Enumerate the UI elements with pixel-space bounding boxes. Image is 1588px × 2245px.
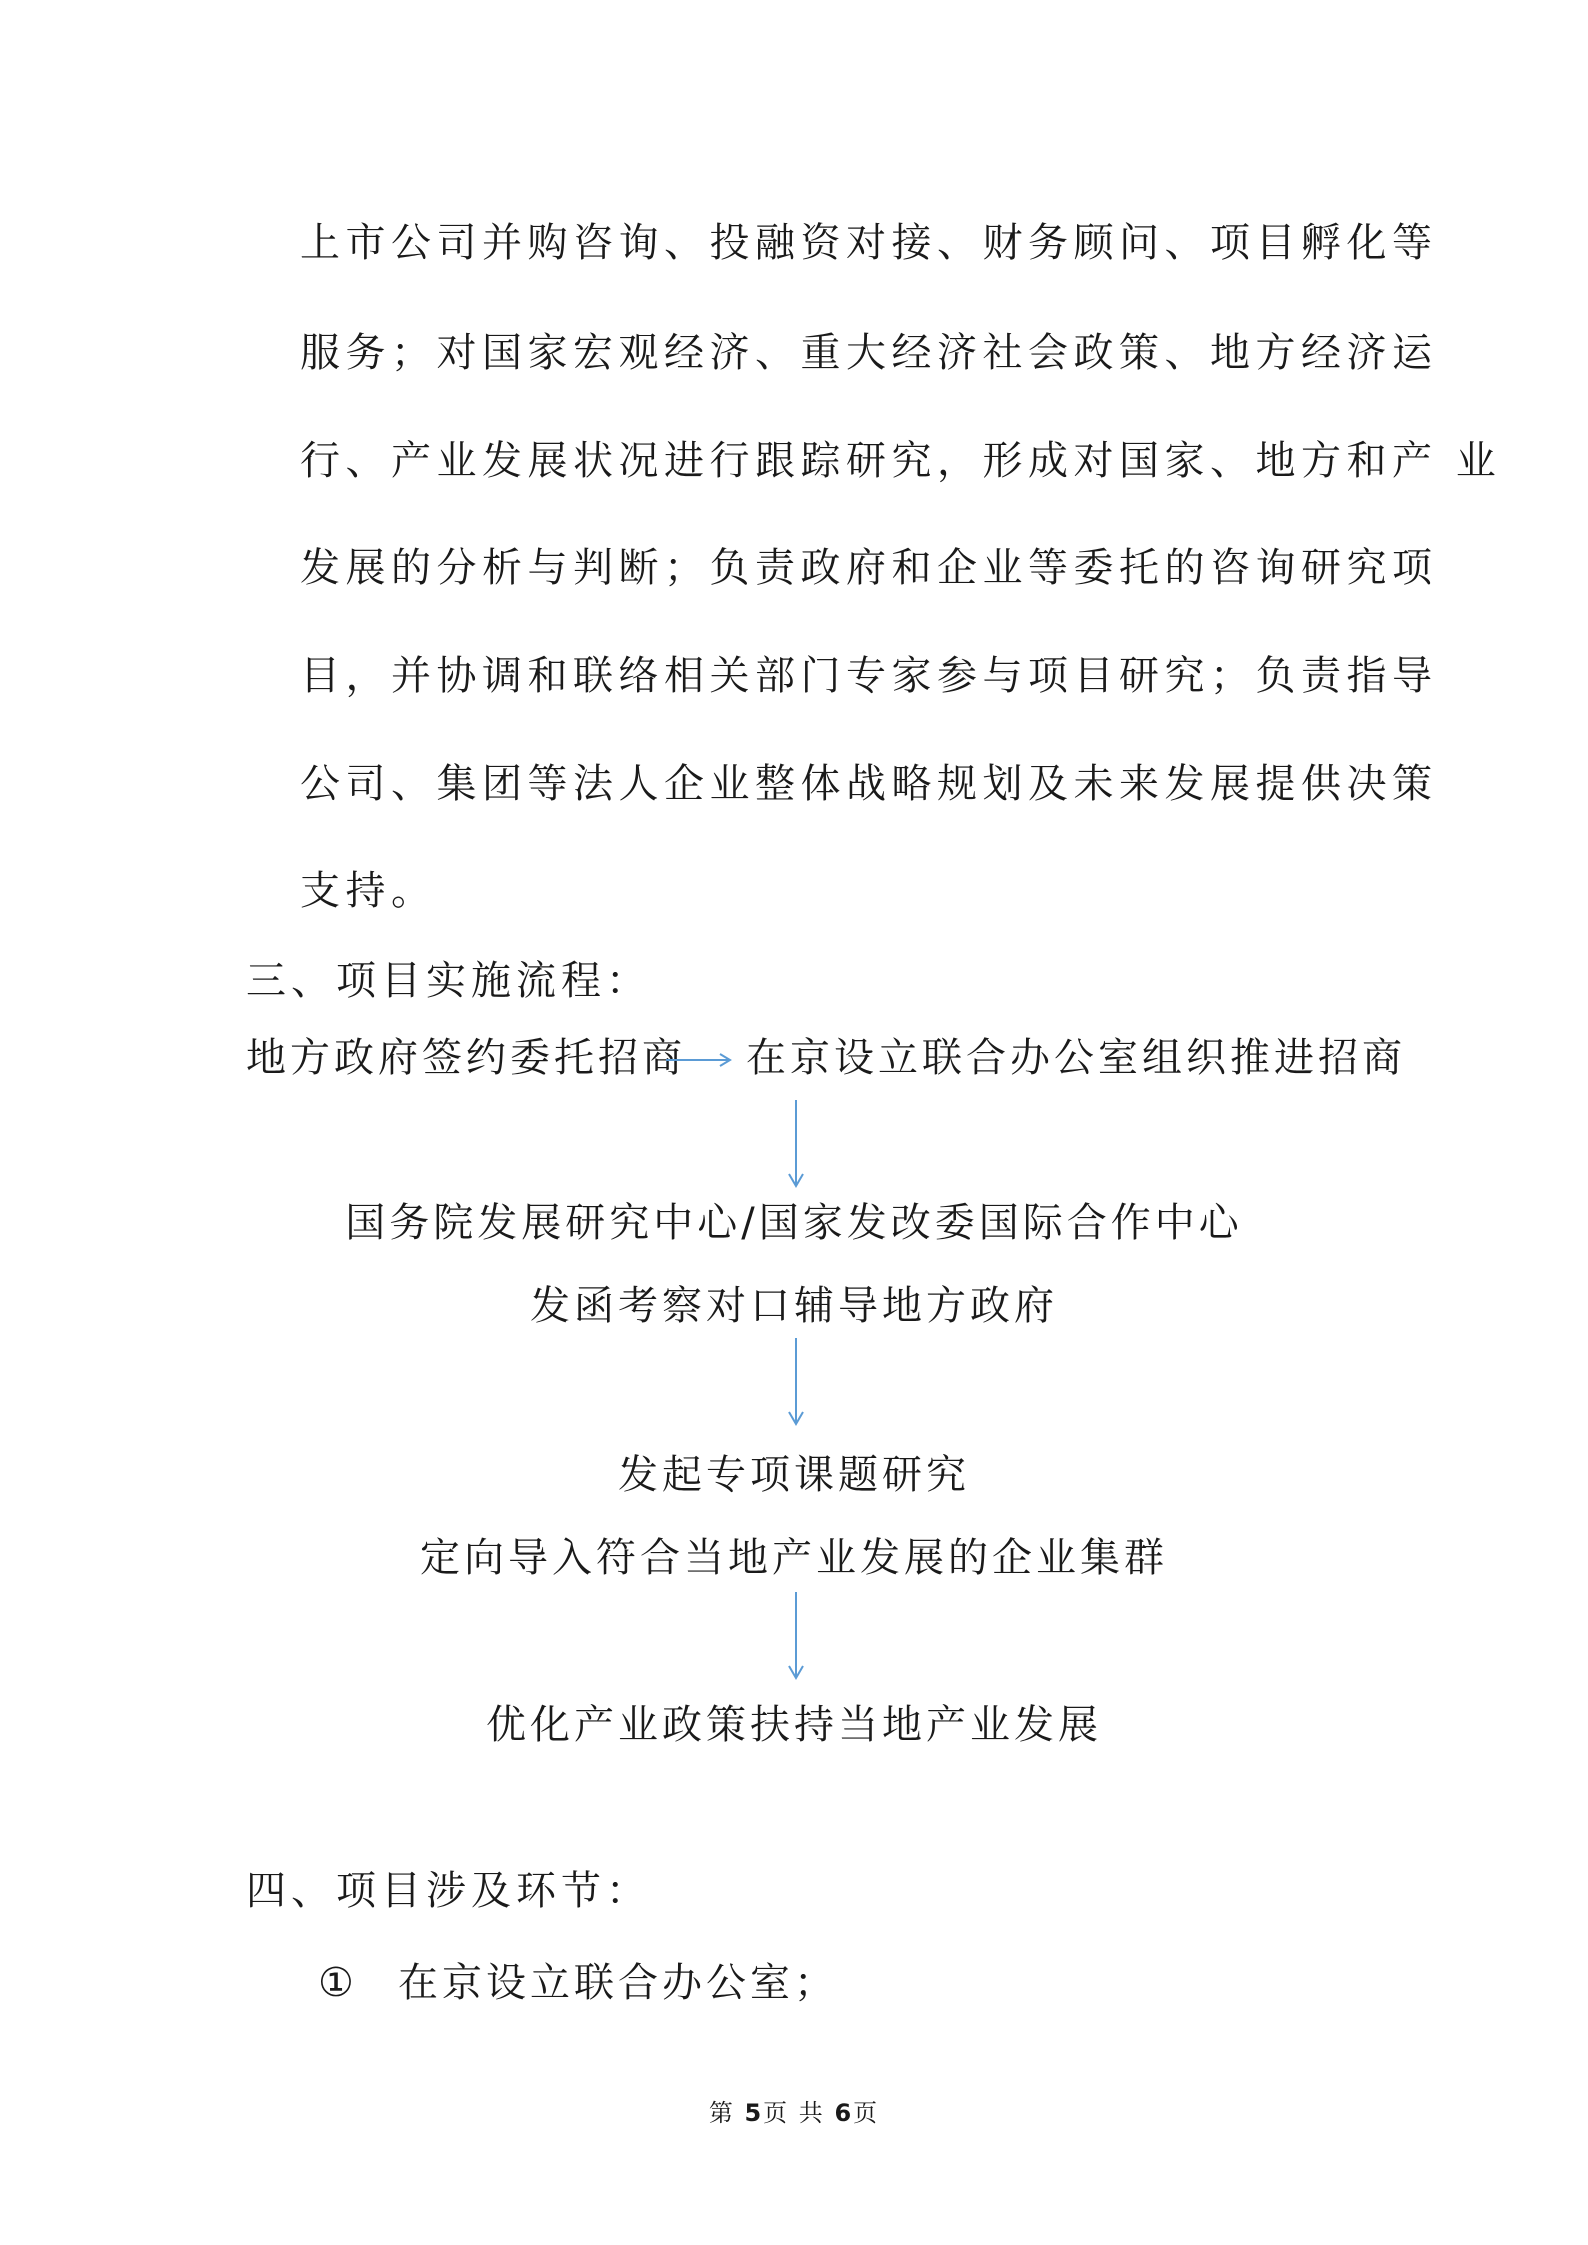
down-arrow-icon <box>786 1336 806 1428</box>
flow-step-4-line-1: 发起专项课题研究 <box>618 1452 970 1498</box>
paragraph-line: 目，并协调和联络相关部门专家参与项目研究；负责指导 <box>300 653 1438 699</box>
right-arrow-icon <box>664 1052 734 1068</box>
paragraph-line: 支持。 <box>300 868 437 914</box>
down-arrow-icon <box>786 1590 806 1682</box>
flow-step-1: 地方政府签约委托招商 <box>246 1035 686 1081</box>
flow-step-3-line-2: 发函考察对口辅导地方政府 <box>530 1283 1058 1329</box>
section-heading-3: 三、项目实施流程： <box>246 958 651 1004</box>
paragraph-line: 上市公司并购咨询、投融资对接、财务顾问、项目孵化等 <box>300 220 1438 266</box>
page-footer <box>0 2097 1588 2129</box>
paragraph-line: 发展的分析与判断；负责政府和企业等委托的咨询研究项 <box>300 545 1438 591</box>
list-item-text: 在京设立联合办公室； <box>398 1960 838 2006</box>
flow-step-5: 优化产业政策扶持当地产业发展 <box>486 1702 1102 1748</box>
paragraph-line: 公司、集团等法人企业整体战略规划及未来发展提供决策 <box>300 761 1438 807</box>
footer-middle: 页 共 <box>763 2099 825 2127</box>
paragraph-line: 服务；对国家宏观经济、重大经济社会政策、地方经济运 <box>300 330 1438 376</box>
flow-step-2: 在京设立联合办公室组织推进招商 <box>746 1035 1406 1081</box>
down-arrow-icon <box>786 1098 806 1190</box>
footer-suffix: 页 <box>853 2099 880 2127</box>
section-heading-4: 四、项目涉及环节： <box>246 1868 651 1914</box>
paragraph-line: 行、产业发展状况进行跟踪研究，形成对国家、地方和产 业 <box>300 438 1502 484</box>
flow-row-top <box>246 1030 1406 1090</box>
list-item-number: ① <box>318 1960 354 2006</box>
flow-step-3-line-1: 国务院发展研究中心/国家发改委国际合作中心 <box>345 1200 1243 1246</box>
flow-step-4-line-2: 定向导入符合当地产业发展的企业集群 <box>420 1535 1168 1581</box>
current-page-number: 5 <box>744 2099 764 2127</box>
footer-prefix: 第 <box>708 2099 735 2127</box>
total-page-number: 6 <box>834 2099 854 2127</box>
list-item <box>318 1955 838 2011</box>
